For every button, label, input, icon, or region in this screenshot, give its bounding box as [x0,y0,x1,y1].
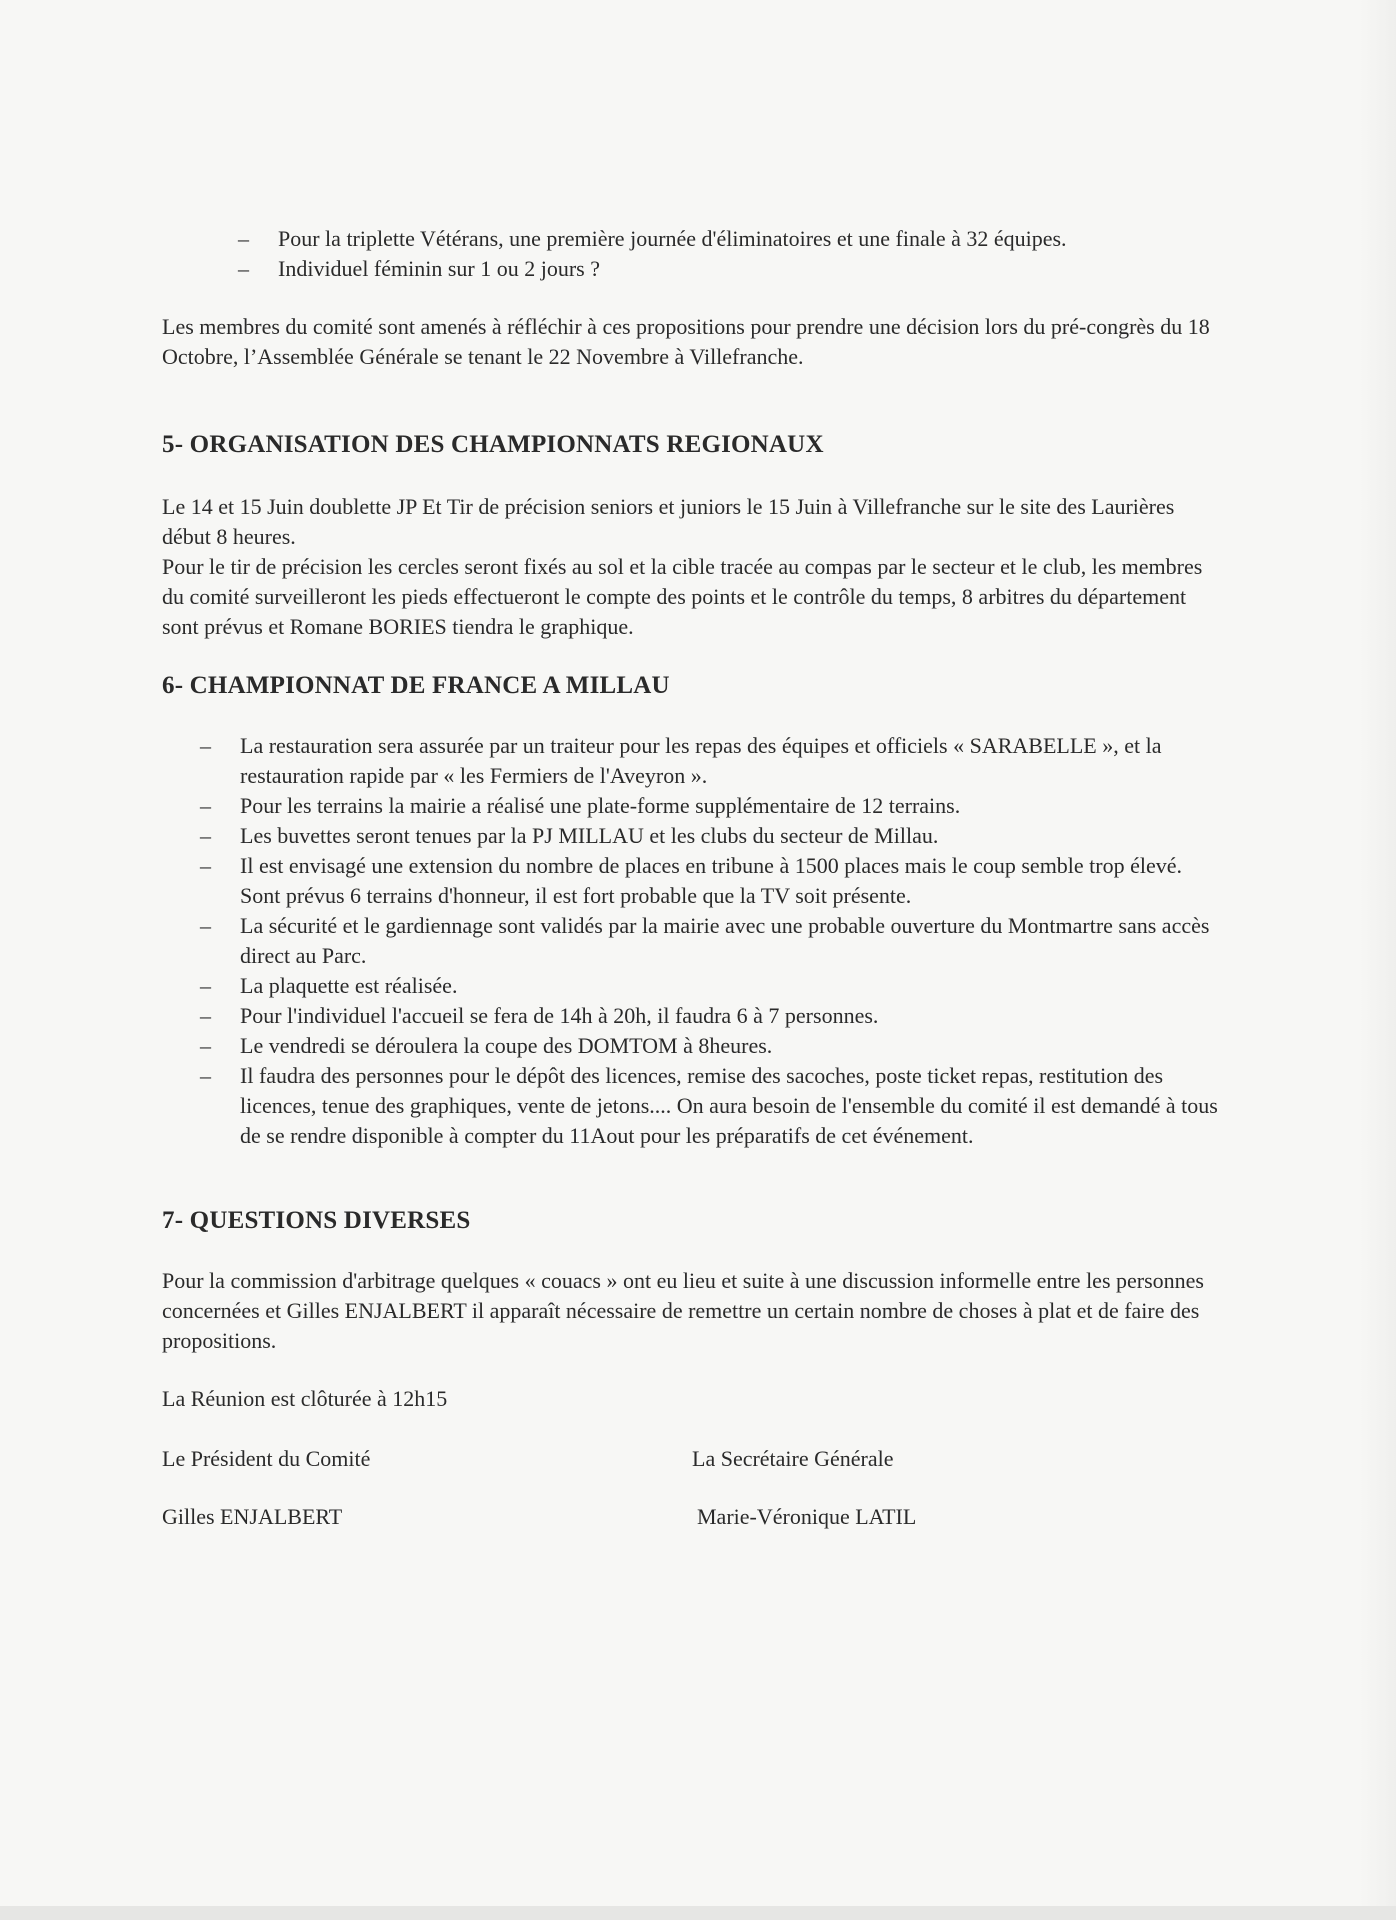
dash-marker: – [200,973,211,998]
dash-marker: – [200,1003,211,1028]
section6-bullet-list [200,731,1220,1151]
section6-heading: 6- CHAMPIONNAT DE FRANCE A MILLAU [162,672,670,699]
list-item: – La restauration sera assurée par un traiteur pour les repas des équipes et officiels « SARABELLE », et la restauration rapide par « les Fermiers de l'Aveyron ». [200,733,1162,788]
secretary-name: Marie-Véronique LATIL [697,1504,917,1529]
section5-paragraph-1: Le 14 et 15 Juin doublette JP Et Tir de précision seniors et juniors le 15 Juin à Villefranche sur le site des Laurières début 8 heures. [162,494,1175,549]
list-item: – Pour l'individuel l'accueil se fera de 14h à 20h, il faudra 6 à 7 personnes. [200,1001,1220,1031]
dash-marker: – [200,1033,211,1058]
dash-marker: – [238,226,249,251]
list-item: – La plaquette est réalisée. [200,971,1220,1001]
dash-marker: – [238,256,249,281]
section7-paragraph: Pour la commission d'arbitrage quelques « couacs » ont eu lieu et suite à une discussion informelle entre les personnes concernées et Gilles ENJALBERT il apparaît nécessaire de remettre un certain nombre de choses à plat et de faire des propositions. [162,1268,1204,1353]
list-item: – Le vendredi se déroulera la coupe des DOMTOM à 8heures. [200,1031,1220,1061]
list-item: – Les buvettes seront tenues par la PJ MILLAU et les clubs du secteur de Millau. [200,821,1220,851]
dash-marker: – [200,1063,211,1088]
list-item: – Il faudra des personnes pour le dépôt des licences, remise des sacoches, poste ticket repas, restitution des licences, tenue des graphiques, vente de jetons.... On aura besoin de l'ensemble du comité il est demandé à tous de se rendre disponible à compter du 11Aout pour les préparatifs de cet événement. [200,1063,1218,1148]
closing-statement: La Réunion est clôturée à 12h15 [162,1386,448,1411]
president-name: Gilles ENJALBERT [162,1504,343,1529]
list-item: – Pour les terrains la mairie a réalisé une plate-forme supplémentaire de 12 terrains. [200,791,1220,821]
list-item: – La sécurité et le gardiennage sont validés par la mairie avec une probable ouverture du Montmartre sans accès direct au Parc. [200,913,1210,968]
dash-marker: – [200,853,211,878]
scan-right-edge [1360,0,1396,1920]
section5-paragraph-2: Pour le tir de précision les cercles seront fixés au sol et la cible tracée au compas par le secteur et le club, les membres du comité surveilleront les pieds effectueront le compte des points et le contrôle du temps, 8 arbitres du département sont prévus et Romane BORIES tiendra le graphique. [162,554,1203,639]
section4-paragraph: Les membres du comité sont amenés à réfléchir à ces propositions pour prendre une décision lors du pré-congrès du 18 Octobre, l’Assemblée Générale se tenant le 22 Novembre à Villefranche. [162,314,1210,369]
section5-heading: 5- ORGANISATION DES CHAMPIONNATS REGIONAUX [162,431,824,458]
section7-heading: 7- QUESTIONS DIVERSES [162,1207,471,1234]
list-item: – Individuel féminin sur 1 ou 2 jours ? [238,254,1258,284]
dash-marker: – [200,733,211,758]
president-title: Le Président du Comité [162,1446,371,1471]
dash-marker: – [200,913,211,938]
scan-bottom-edge [0,1906,1396,1920]
list-item: – Pour la triplette Vétérans, une première journée d'éliminatoires et une finale à 32 équipes. [238,224,1258,254]
list-item: – Il est envisagé une extension du nombre de places en tribune à 1500 places mais le coup semble trop élevé. Sont prévus 6 terrains d'honneur, il est fort probable que la TV soit présente. [200,853,1183,908]
dash-marker: – [200,823,211,848]
section4-bullet-list [238,224,1258,284]
secretary-title: La Secrétaire Générale [692,1446,894,1471]
dash-marker: – [200,793,211,818]
